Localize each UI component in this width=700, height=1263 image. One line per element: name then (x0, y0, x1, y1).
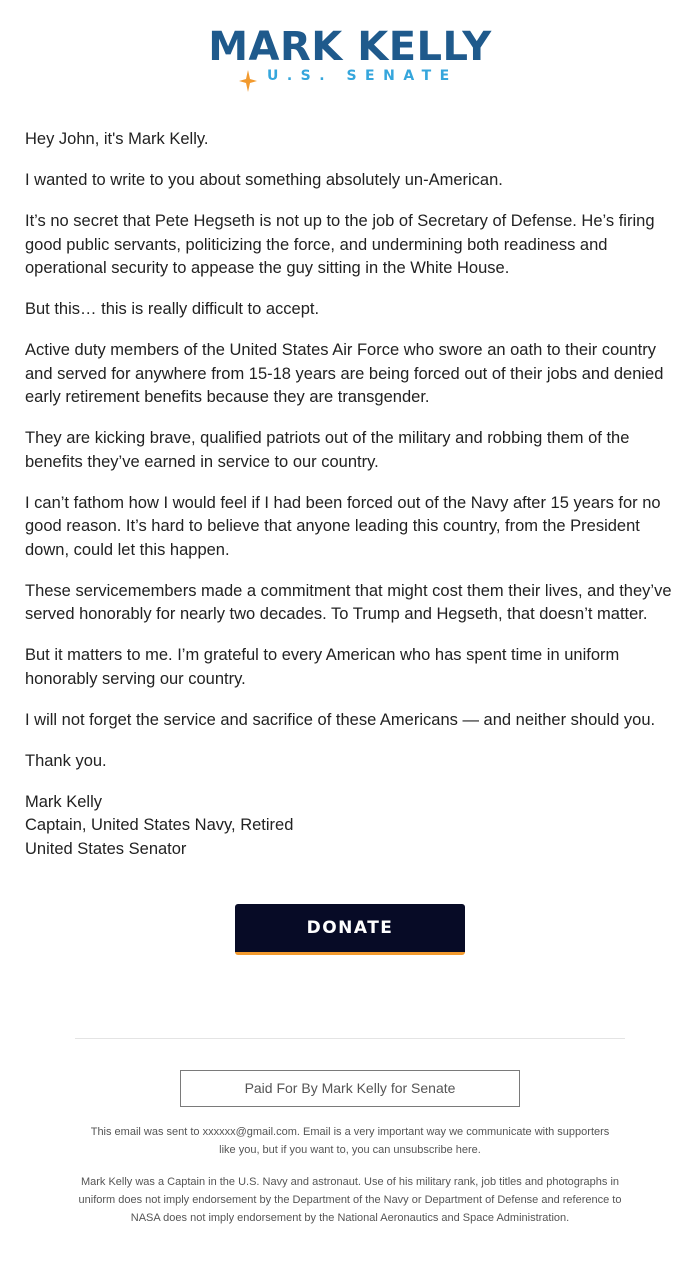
paragraph: Thank you. (25, 751, 107, 770)
paragraph: These servicemembers made a commitment that might cost them their lives, and they’ve served honorably for nearly two decades. To Trump and Hegseth, that doesn’t matter. (25, 581, 672, 623)
sent-prefix: This email was sent to (90, 1126, 203, 1138)
signature-block (25, 791, 680, 862)
email-notice (90, 1124, 610, 1159)
signature-title: Captain, United States Navy, Retired (25, 816, 294, 834)
sent-suffix: . Email is a very important way we communicate with supporters like you, but if you want to, you can (219, 1126, 610, 1156)
paragraph: They are kicking brave, qualified patriots out of the military and robbing them of the benefits they’ve earned in service to our country. (25, 429, 630, 471)
paragraph: But this… this is really difficult to accept. (25, 300, 320, 318)
email-header (0, 26, 700, 93)
paragraph: I can’t fathom how I would feel if I had been forced out of the Navy after 15 years for no good reason. It’s hard to believe that anyone leading this country, from the President down, could let this happen. (25, 493, 661, 559)
paragraph: I wanted to write to you about something absolutely un-American. (25, 171, 503, 189)
star-icon (239, 70, 257, 92)
footer-divider (75, 1038, 625, 1039)
logo-subtitle: U.S. SENATE (267, 68, 458, 84)
paragraph: It’s no secret that Pete Hegseth is not up to the job of Secretary of Defense. He’s firing good public servants, politicizing the force, and undermining both readiness and operational security to appease the guy sitting in the White House. (25, 212, 655, 277)
recipient-email: xxxxxx@gmail.com (202, 1126, 297, 1138)
sent-end: . (477, 1143, 481, 1156)
paragraph: I will not forget the service and sacrifice of these Americans — and neither should you. (25, 710, 656, 729)
donate-container (0, 904, 700, 955)
greeting: Hey John, it's Mark Kelly. (25, 130, 209, 148)
signature-name: Mark Kelly (25, 792, 103, 811)
signature-office: United States Senator (25, 839, 187, 858)
unsubscribe-link[interactable]: unsubscribe here (393, 1143, 478, 1156)
logo-name: MARK KELLY (208, 24, 492, 70)
legal-disclaimer: Mark Kelly was a Captain in the U.S. Navy and astronaut. Use of his military rank, job titles and photographs in uniform does not imply endorsement by the Department of the Navy or Department of Defense and reference to NASA does not imply endorsement by the National Aeronautics and Space Administration. (78, 1176, 622, 1224)
mark-kelly-logo (195, 26, 505, 88)
paragraph: Active duty members of the United States Air Force who swore an oath to their country and served for anywhere from 15-18 years are being forced out of their jobs and denied early retirement benefits because they are transgender. (25, 341, 664, 406)
paid-for-disclaimer: Paid For By Mark Kelly for Senate (180, 1070, 520, 1107)
donate-button[interactable]: DONATE (235, 904, 465, 955)
letter-body (25, 128, 680, 861)
paragraph: But it matters to me. I’m grateful to every American who has spent time in uniform honorably serving our country. (25, 646, 620, 688)
